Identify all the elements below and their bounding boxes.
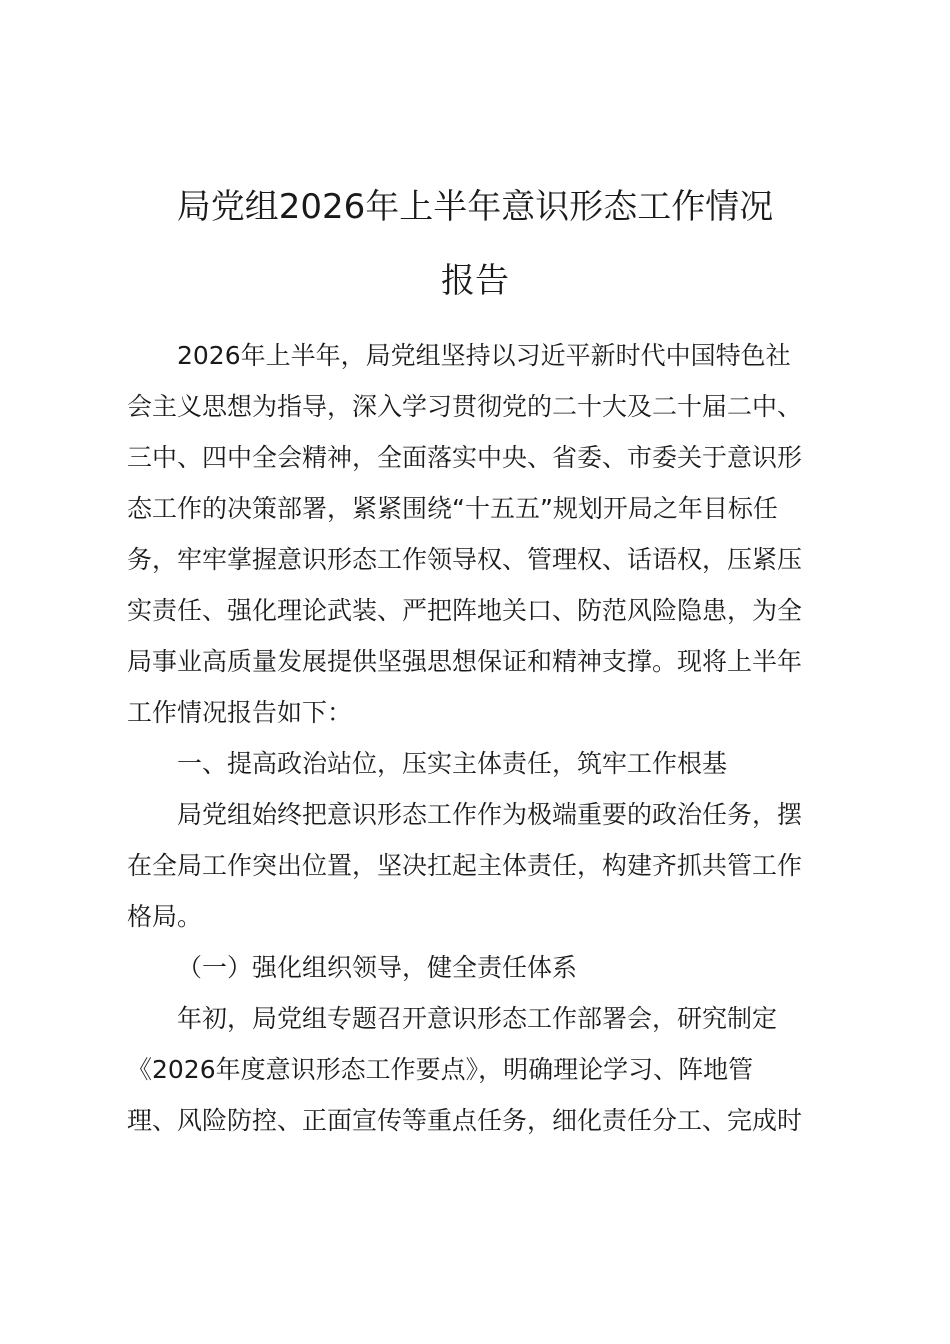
paragraph-subsection-1-line: 年初，局党组专题召开意识形态工作部署会，研究制定 [177,1004,778,1033]
paragraph-section-1-line: 在全局工作突出位置，坚决扛起主体责任，构建齐抓共管工作 [127,851,803,880]
paragraph-section-1-line: 局党组始终把意识形态工作作为极端重要的政治任务，摆 [177,800,803,829]
paragraph-subsection-1-line: 《2026年度意识形态工作要点》，明确理论学习、阵地管 [127,1055,754,1084]
document-title-line-2: 报告 [441,261,509,301]
document-title-line-1: 局党组2026年上半年意识形态工作情况 [176,187,774,227]
document-body [127,330,837,1146]
paragraph-intro-line: 工作情况报告如下： [127,698,353,727]
paragraph-section-1-line: 格局。 [127,902,203,931]
paragraph-intro-line: 2026年上半年，局党组坚持以习近平新时代中国特色社 [177,341,791,370]
paragraph-intro-line: 会主义思想为指导，深入学习贯彻党的二十大及二十届二中、 [127,392,803,421]
section-heading-1: 一、提高政治站位，压实主体责任，筑牢工作根基 [177,749,728,778]
paragraph-intro-line: 实责任、强化理论武装、严把阵地关口、防范风险隐患，为全 [127,596,803,625]
paragraph-intro-line: 态工作的决策部署，紧紧围绕“十五五”规划开局之年目标任 [127,494,778,523]
paragraph-intro-line: 三中、四中全会精神，全面落实中央、省委、市委关于意识形 [127,443,803,472]
paragraph-intro-line: 局事业高质量发展提供坚强思想保证和精神支撑。现将上半年 [127,647,803,676]
paragraph-intro-line: 务，牢牢掌握意识形态工作领导权、管理权、话语权，压紧压 [127,545,803,574]
paragraph-subsection-1-line: 理、风险防控、正面宣传等重点任务，细化责任分工、完成时 [127,1106,803,1135]
subsection-heading-1: （一）强化组织领导，健全责任体系 [177,953,578,982]
